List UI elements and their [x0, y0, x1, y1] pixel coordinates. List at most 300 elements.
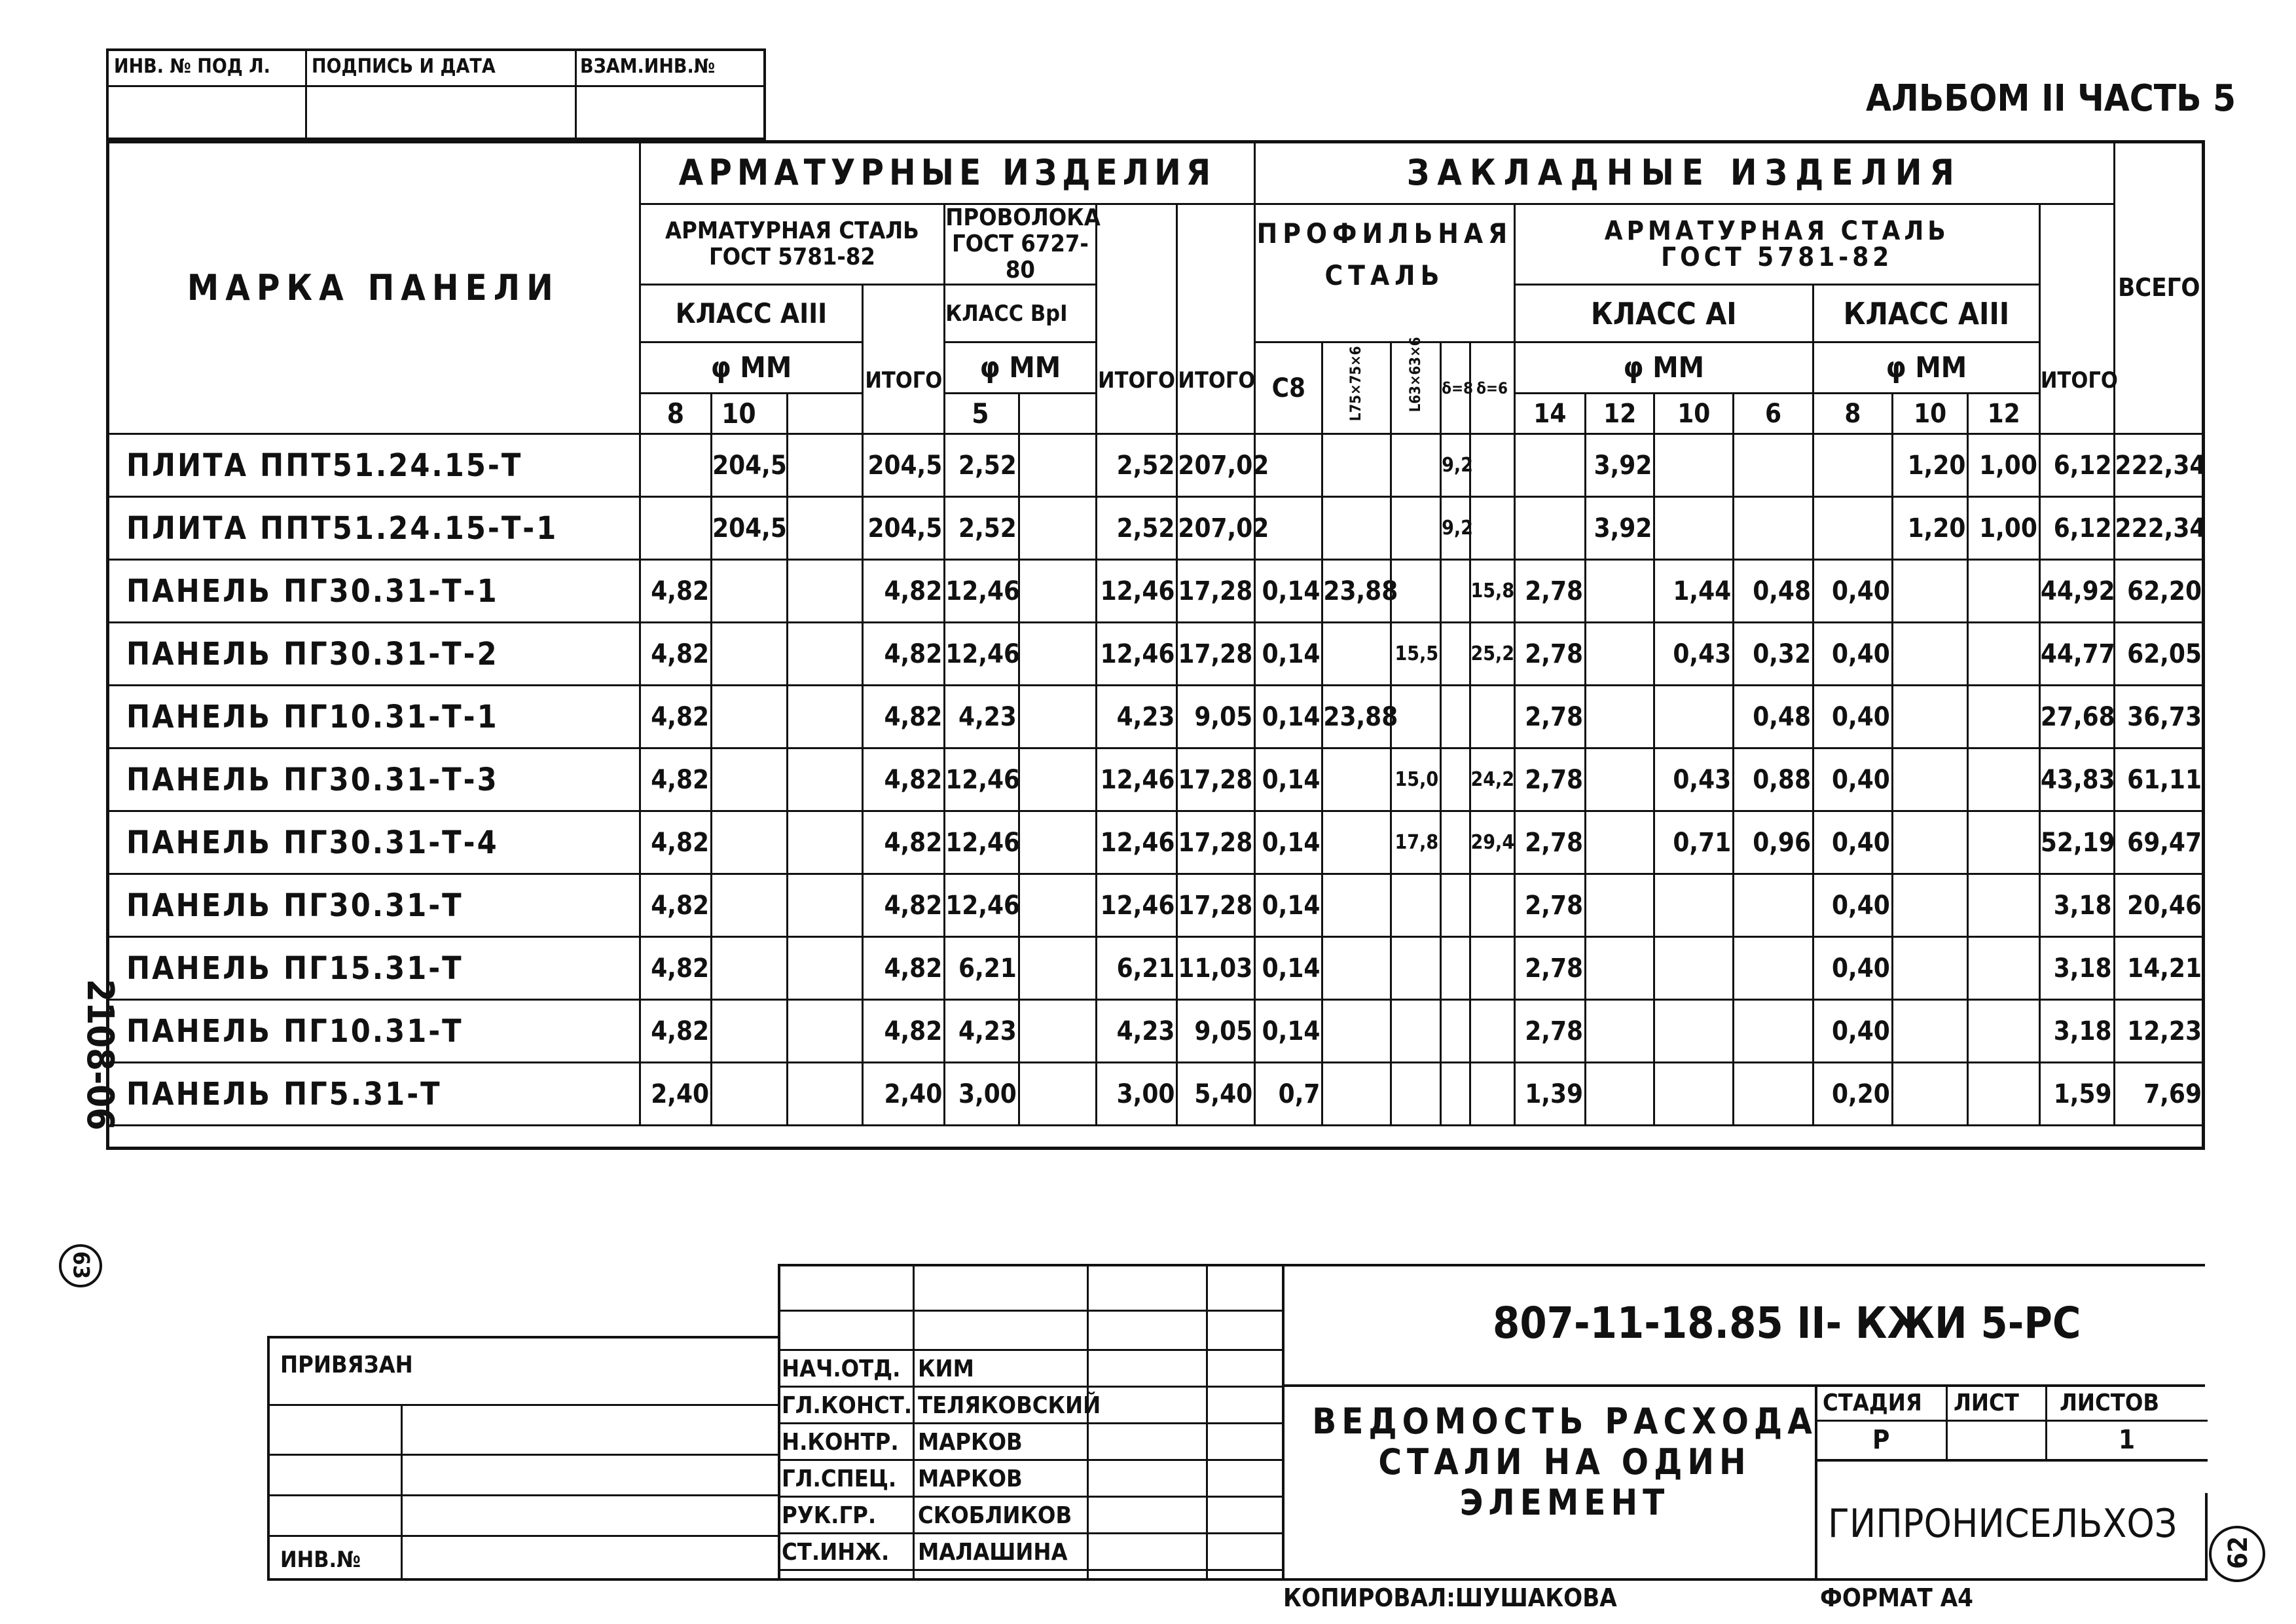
cell-b6 — [1470, 937, 1514, 1000]
cell-a1_6 — [1734, 434, 1813, 497]
cell-a1_14: 2,78 — [1514, 686, 1585, 748]
cell-blank — [1019, 623, 1096, 686]
cell-c8: 0,14 — [1255, 560, 1322, 623]
cell-blank — [787, 811, 863, 874]
cell-r10 — [712, 748, 788, 811]
cell-a1_10: 0,43 — [1654, 748, 1734, 811]
cell-total: 12,23 — [2114, 1000, 2204, 1063]
cell-r_tot: 4,82 — [863, 937, 945, 1000]
cell-w5: 12,46 — [945, 811, 1019, 874]
emb-steel-header: АРМАТУРНАЯ СТАЛЬ ГОСТ 5781-82 — [1514, 204, 2039, 285]
cell-l63 — [1391, 1063, 1440, 1126]
cell-total: 222,34 — [2114, 434, 2204, 497]
cell-emb_tot: 3,18 — [2039, 937, 2114, 1000]
cell-b6 — [1470, 874, 1514, 937]
cell-a1_14: 2,78 — [1514, 560, 1585, 623]
cell-a1_6 — [1734, 1063, 1813, 1126]
table-row — [107, 1000, 2204, 1063]
cell-a3_10 — [1892, 1063, 1968, 1126]
cell-l75 — [1322, 1063, 1391, 1126]
cell-a1_10: 0,43 — [1654, 623, 1734, 686]
cell-arm_tot: 17,28 — [1177, 623, 1255, 686]
cell-arm_tot: 17,28 — [1177, 874, 1255, 937]
cell-c8: 0,14 — [1255, 874, 1322, 937]
panel-mark-cell: ПЛИТА ППТ51.24.15-Т — [107, 434, 640, 497]
cell-a1_12: 3,92 — [1586, 497, 1654, 560]
table-row — [107, 1063, 2204, 1126]
cell-a1_10 — [1654, 937, 1734, 1000]
cell-blank — [787, 623, 863, 686]
cell-a1_14: 2,78 — [1514, 1000, 1585, 1063]
cell-l63 — [1391, 560, 1440, 623]
table-row — [107, 560, 2204, 623]
sheets-value: 1 — [2119, 1425, 2136, 1455]
sheet-label: ЛИСТ — [1954, 1390, 2019, 1416]
stamp-header-replace: ВЗАМ.ИНВ.№ — [580, 55, 716, 78]
phi-mm-1: φ ММ — [640, 342, 863, 394]
phi-mm-2: φ ММ — [945, 342, 1096, 394]
cell-a1_12 — [1586, 937, 1654, 1000]
cell-l75 — [1322, 748, 1391, 811]
cell-emb_tot: 27,68 — [2039, 686, 2114, 748]
class-aiii-emb-header: КЛАСС АIII — [1813, 285, 2039, 342]
cell-a3_10: 1,20 — [1892, 434, 1968, 497]
cell-arm_tot: 207,02 — [1177, 497, 1255, 560]
cell-b8 — [1441, 686, 1470, 748]
cell-w_tot: 12,46 — [1096, 623, 1177, 686]
cell-a3_8: 0,40 — [1813, 1000, 1892, 1063]
reinf-total-header: ИТОГО — [863, 285, 945, 434]
cell-a1_14 — [1514, 497, 1585, 560]
cell-r8: 4,82 — [640, 686, 711, 748]
sub-e10: 10 — [1654, 394, 1734, 434]
cell-total: 62,20 — [2114, 560, 2204, 623]
sub-b8: δ=8 — [1441, 342, 1470, 434]
cell-b6 — [1470, 1000, 1514, 1063]
cell-total: 69,47 — [2114, 811, 2204, 874]
cell-emb_tot: 43,83 — [2039, 748, 2114, 811]
cell-w_tot: 2,52 — [1096, 497, 1177, 560]
stage-label: СТАДИЯ — [1823, 1390, 1922, 1416]
cell-l63 — [1391, 497, 1440, 560]
cell-a3_10 — [1892, 874, 1968, 937]
stamp-header-inv: ИНВ. № ПОД Л. — [114, 55, 270, 78]
reinf-steel-header: АРМАТУРНАЯ СТАЛЬ ГОСТ 5781-82 — [640, 204, 945, 285]
inv-label: ИНВ.№ — [280, 1547, 361, 1573]
steel-consumption-table — [106, 140, 2205, 1126]
wire-header: ПРОВОЛОКА ГОСТ 6727-80 — [945, 204, 1101, 284]
org-name: ГИПРОНИСЕЛЬХОЗ — [1828, 1501, 2178, 1547]
cell-blank — [1019, 560, 1096, 623]
cell-blank — [787, 686, 863, 748]
cell-b6 — [1470, 434, 1514, 497]
cell-emb_tot: 3,18 — [2039, 1000, 2114, 1063]
cell-b6: 25,2 — [1470, 623, 1514, 686]
sub-empty-2 — [1019, 394, 1096, 434]
cell-a3_8: 0,40 — [1813, 811, 1892, 874]
sub-l75: L75×75×6 — [1322, 342, 1391, 434]
cell-emb_tot: 44,77 — [2039, 623, 2114, 686]
panel-mark-cell: ПАНЕЛЬ ПГ30.31-Т-4 — [107, 811, 640, 874]
cell-r10 — [712, 686, 788, 748]
panel-mark-cell: ПАНЕЛЬ ПГ10.31-Т — [107, 1000, 640, 1063]
copied-by: КОПИРОВАЛ:ШУШАКОВА — [1283, 1583, 1617, 1612]
cell-a1_12: 3,92 — [1586, 434, 1654, 497]
cell-w5: 12,46 — [945, 623, 1019, 686]
cell-a1_10 — [1654, 1063, 1734, 1126]
side-number-circle: 63 — [59, 1244, 102, 1287]
sub-l63: L63×63×6 — [1391, 342, 1440, 434]
signer-name: МАРКОВ — [918, 1429, 1023, 1456]
cell-arm_tot: 17,28 — [1177, 811, 1255, 874]
cell-a3_12 — [1968, 874, 2039, 937]
cell-l63: 15,5 — [1391, 623, 1440, 686]
cell-a3_10 — [1892, 686, 1968, 748]
cell-a1_12 — [1586, 560, 1654, 623]
cell-a3_8: 0,40 — [1813, 623, 1892, 686]
cell-r_tot: 2,40 — [863, 1063, 945, 1126]
bound-label: ПРИВЯЗАН — [280, 1352, 413, 1378]
cell-total: 61,11 — [2114, 748, 2204, 811]
cell-r_tot: 4,82 — [863, 748, 945, 811]
doc-title: ВЕДОМОСТЬ РАСХОДА СТАЛИ НА ОДИН ЭЛЕМЕНТ — [1312, 1401, 1817, 1523]
page-number-circle: 62 — [2209, 1526, 2265, 1582]
phi-mm-4: φ ММ — [1813, 342, 2039, 394]
cell-r10 — [712, 874, 788, 937]
cell-a3_12 — [1968, 1063, 2039, 1126]
doc-code: 807-11-18.85 II- КЖИ 5-РС — [1493, 1298, 2081, 1348]
cell-a1_14: 2,78 — [1514, 623, 1585, 686]
cell-b8 — [1441, 1000, 1470, 1063]
cell-w5: 4,23 — [945, 686, 1019, 748]
cell-w_tot: 12,46 — [1096, 874, 1177, 937]
corner-stamp — [106, 48, 766, 140]
cell-a1_6 — [1734, 497, 1813, 560]
sheets-label: ЛИСТОВ — [2060, 1390, 2160, 1416]
cell-l75 — [1322, 811, 1391, 874]
cell-total: 62,05 — [2114, 623, 2204, 686]
cell-w_tot: 2,52 — [1096, 434, 1177, 497]
cell-c8: 0,14 — [1255, 937, 1322, 1000]
signer-name: МАРКОВ — [918, 1466, 1023, 1492]
cell-l63 — [1391, 434, 1440, 497]
cell-l63 — [1391, 1000, 1440, 1063]
cell-a3_12: 1,00 — [1968, 497, 2039, 560]
cell-a3_10 — [1892, 623, 1968, 686]
cell-l63: 15,0 — [1391, 748, 1440, 811]
cell-w_tot: 12,46 — [1096, 811, 1177, 874]
cell-b6 — [1470, 497, 1514, 560]
cell-w_tot: 3,00 — [1096, 1063, 1177, 1126]
cell-blank — [1019, 811, 1096, 874]
cell-a1_6 — [1734, 874, 1813, 937]
cell-a1_6 — [1734, 937, 1813, 1000]
cell-l75: 23,88 — [1322, 686, 1391, 748]
panel-mark-cell: ПАНЕЛЬ ПГ10.31-Т-1 — [107, 686, 640, 748]
cell-b6: 24,2 — [1470, 748, 1514, 811]
cell-l63 — [1391, 874, 1440, 937]
panel-mark-cell: ПЛИТА ППТ51.24.15-Т-1 — [107, 497, 640, 560]
cell-blank — [1019, 434, 1096, 497]
cell-a3_10 — [1892, 748, 1968, 811]
cell-emb_tot: 3,18 — [2039, 874, 2114, 937]
table-row — [107, 874, 2204, 937]
cell-arm_tot: 17,28 — [1177, 748, 1255, 811]
cell-r10 — [712, 1063, 788, 1126]
panel-mark-cell: ПАНЕЛЬ ПГ30.31-Т — [107, 874, 640, 937]
cell-emb_tot: 6,12 — [2039, 497, 2114, 560]
cell-r_tot: 4,82 — [863, 623, 945, 686]
cell-arm_tot: 11,03 — [1177, 937, 1255, 1000]
cell-r_tot: 4,82 — [863, 1000, 945, 1063]
cell-r8: 4,82 — [640, 811, 711, 874]
cell-l75 — [1322, 434, 1391, 497]
cell-b8 — [1441, 748, 1470, 811]
signer-role: РУК.ГР. — [782, 1502, 877, 1529]
cell-blank — [1019, 748, 1096, 811]
cell-a1_10 — [1654, 686, 1734, 748]
cell-blank — [1019, 497, 1096, 560]
cell-b8 — [1441, 560, 1470, 623]
panel-mark-cell: ПАНЕЛЬ ПГ30.31-Т-2 — [107, 623, 640, 686]
cell-l63 — [1391, 937, 1440, 1000]
cell-w5: 2,52 — [945, 497, 1019, 560]
cell-l75 — [1322, 497, 1391, 560]
cell-total: 7,69 — [2114, 1063, 2204, 1126]
cell-blank — [787, 560, 863, 623]
cell-a3_12 — [1968, 811, 2039, 874]
cell-a1_12 — [1586, 623, 1654, 686]
cell-blank — [787, 937, 863, 1000]
signer-role: ГЛ.КОНСТ. — [782, 1392, 913, 1419]
cell-a3_12 — [1968, 623, 2039, 686]
sub-e14: 14 — [1514, 394, 1585, 434]
cell-a3_10 — [1892, 560, 1968, 623]
signer-name: ТЕЛЯКОВСКИЙ — [918, 1392, 1101, 1419]
cell-a1_12 — [1586, 1063, 1654, 1126]
panel-mark-cell: ПАНЕЛЬ ПГ15.31-Т — [107, 937, 640, 1000]
cell-a1_14: 2,78 — [1514, 748, 1585, 811]
stamp-header-sign: ПОДПИСЬ И ДАТА — [312, 55, 496, 78]
cell-w5: 2,52 — [945, 434, 1019, 497]
wire-total-header: ИТОГО — [1096, 204, 1177, 434]
cell-c8: 0,14 — [1255, 686, 1322, 748]
cell-a3_10: 1,20 — [1892, 497, 1968, 560]
cell-a1_6: 0,32 — [1734, 623, 1813, 686]
sub-e6: 6 — [1734, 394, 1813, 434]
cell-total: 20,46 — [2114, 874, 2204, 937]
cell-total: 222,34 — [2114, 497, 2204, 560]
cell-a3_12 — [1968, 937, 2039, 1000]
grand-total-header: ВСЕГО — [2114, 141, 2204, 434]
cell-emb_tot: 1,59 — [2039, 1063, 2114, 1126]
cell-blank — [1019, 1063, 1096, 1126]
cell-l75 — [1322, 874, 1391, 937]
class-aiii-header: КЛАСС АIII — [640, 285, 863, 342]
cell-w_tot: 4,23 — [1096, 686, 1177, 748]
cell-b6 — [1470, 686, 1514, 748]
cell-a1_14 — [1514, 434, 1585, 497]
cell-r10 — [712, 937, 788, 1000]
cell-r_tot: 4,82 — [863, 686, 945, 748]
album-label: АЛЬБОМ II ЧАСТЬ 5 — [1866, 77, 2236, 120]
sub-a8: 8 — [1813, 394, 1892, 434]
sub-b6: δ=6 — [1470, 342, 1514, 434]
cell-a1_12 — [1586, 748, 1654, 811]
cell-total: 14,21 — [2114, 937, 2204, 1000]
cell-c8: 0,14 — [1255, 1000, 1322, 1063]
table-row — [107, 434, 2204, 497]
cell-arm_tot: 207,02 — [1177, 434, 1255, 497]
cell-a1_14: 2,78 — [1514, 811, 1585, 874]
sub-empty-1 — [787, 394, 863, 434]
table-row — [107, 811, 2204, 874]
cell-l63: 17,8 — [1391, 811, 1440, 874]
cell-r_tot: 4,82 — [863, 811, 945, 874]
cell-c8: 0,14 — [1255, 748, 1322, 811]
cell-r_tot: 4,82 — [863, 874, 945, 937]
phi-mm-3: φ ММ — [1514, 342, 1813, 394]
cell-b8 — [1441, 937, 1470, 1000]
cell-emb_tot: 6,12 — [2039, 434, 2114, 497]
signer-name: СКОБЛИКОВ — [918, 1502, 1072, 1529]
cell-a3_8: 0,40 — [1813, 748, 1892, 811]
cell-blank — [787, 748, 863, 811]
cell-emb_tot: 44,92 — [2039, 560, 2114, 623]
cell-a1_10 — [1654, 1000, 1734, 1063]
panel-mark-cell: ПАНЕЛЬ ПГ30.31-Т-3 — [107, 748, 640, 811]
cell-w5: 12,46 — [945, 560, 1019, 623]
cell-a3_10 — [1892, 937, 1968, 1000]
cell-arm_tot: 17,28 — [1177, 560, 1255, 623]
cell-a3_12 — [1968, 1000, 2039, 1063]
cell-r8: 4,82 — [640, 1000, 711, 1063]
cell-c8: 0,14 — [1255, 811, 1322, 874]
panel-mark-cell: ПАНЕЛЬ ПГ5.31-Т — [107, 1063, 640, 1126]
cell-a3_8: 0,40 — [1813, 686, 1892, 748]
cell-w5: 6,21 — [945, 937, 1019, 1000]
cell-r8: 4,82 — [640, 560, 711, 623]
cell-c8: 0,7 — [1255, 1063, 1322, 1126]
table-body — [107, 434, 2204, 1126]
cell-a3_8: 0,40 — [1813, 560, 1892, 623]
cell-a1_12 — [1586, 686, 1654, 748]
side-code: 2108-06 — [79, 979, 121, 1131]
cell-a1_6: 0,96 — [1734, 811, 1813, 874]
cell-r_tot: 204,5 — [863, 434, 945, 497]
cell-w5: 4,23 — [945, 1000, 1019, 1063]
cell-r8: 4,82 — [640, 937, 711, 1000]
cell-arm_tot: 9,05 — [1177, 1000, 1255, 1063]
signer-role: Н.КОНТР. — [782, 1429, 899, 1456]
cell-a3_12 — [1968, 748, 2039, 811]
cell-w5: 12,46 — [945, 748, 1019, 811]
class-ai-header: КЛАСС АI — [1514, 285, 1813, 342]
cell-a1_14: 1,39 — [1514, 1063, 1585, 1126]
cell-b8 — [1441, 811, 1470, 874]
format-label: ФОРМАТ А4 — [1820, 1583, 1973, 1612]
cell-a1_6 — [1734, 1000, 1813, 1063]
sub-d8: 8 — [640, 394, 711, 434]
sub-a10: 10 — [1892, 394, 1968, 434]
group-embedded-header: ЗАКЛАДНЫЕ ИЗДЕЛИЯ — [1255, 141, 2114, 204]
cell-blank — [1019, 686, 1096, 748]
cell-blank — [1019, 874, 1096, 937]
cell-a1_14: 2,78 — [1514, 874, 1585, 937]
sub-d10: 10 — [712, 394, 788, 434]
cell-r_tot: 4,82 — [863, 560, 945, 623]
cell-blank — [787, 1000, 863, 1063]
cell-blank — [1019, 1000, 1096, 1063]
cell-a1_12 — [1586, 1000, 1654, 1063]
profile-steel-header: ПРОФИЛЬНАЯ СТАЛЬ — [1255, 204, 1514, 342]
sub-a12: 12 — [1968, 394, 2039, 434]
table-row — [107, 623, 2204, 686]
cell-arm_tot: 5,40 — [1177, 1063, 1255, 1126]
cell-a3_8 — [1813, 434, 1892, 497]
cell-a1_10: 1,44 — [1654, 560, 1734, 623]
cell-a3_10 — [1892, 1000, 1968, 1063]
cell-a3_10 — [1892, 811, 1968, 874]
cell-w_tot: 6,21 — [1096, 937, 1177, 1000]
cell-l75 — [1322, 937, 1391, 1000]
cell-r8: 2,40 — [640, 1063, 711, 1126]
cell-r10: 204,5 — [712, 497, 788, 560]
cell-w_tot: 12,46 — [1096, 560, 1177, 623]
col-mark-header: МАРКА ПАНЕЛИ — [107, 141, 640, 434]
cell-r8 — [640, 497, 711, 560]
cell-blank — [787, 1063, 863, 1126]
cell-a3_8: 0,20 — [1813, 1063, 1892, 1126]
emb-total-header: ИТОГО — [2039, 204, 2114, 434]
signer-role: СТ.ИНЖ. — [782, 1539, 890, 1566]
cell-a1_14: 2,78 — [1514, 937, 1585, 1000]
cell-w5: 3,00 — [945, 1063, 1019, 1126]
cell-blank — [787, 497, 863, 560]
group-reinforcing-header: АРМАТУРНЫЕ ИЗДЕЛИЯ — [640, 141, 1255, 204]
cell-arm_tot: 9,05 — [1177, 686, 1255, 748]
cell-r8: 4,82 — [640, 748, 711, 811]
cell-a3_12 — [1968, 686, 2039, 748]
table-row — [107, 497, 2204, 560]
cell-a3_8 — [1813, 497, 1892, 560]
cell-r_tot: 204,5 — [863, 497, 945, 560]
stage-value: Р — [1872, 1425, 1890, 1455]
cell-a1_12 — [1586, 874, 1654, 937]
cell-a3_8: 0,40 — [1813, 937, 1892, 1000]
cell-w_tot: 12,46 — [1096, 748, 1177, 811]
cell-b6: 29,4 — [1470, 811, 1514, 874]
cell-blank — [1019, 937, 1096, 1000]
cell-a3_8: 0,40 — [1813, 874, 1892, 937]
cell-r10 — [712, 623, 788, 686]
sub-c8: С8 — [1255, 342, 1322, 434]
signer-role: НАЧ.ОТД. — [782, 1356, 901, 1382]
cell-c8: 0,14 — [1255, 623, 1322, 686]
cell-blank — [787, 874, 863, 937]
signer-role: ГЛ.СПЕЦ. — [782, 1466, 897, 1492]
cell-b8 — [1441, 1063, 1470, 1126]
cell-r8: 4,82 — [640, 874, 711, 937]
signer-name: МАЛАШИНА — [918, 1539, 1068, 1566]
cell-a1_10 — [1654, 874, 1734, 937]
cell-total: 36,73 — [2114, 686, 2204, 748]
cell-r10 — [712, 560, 788, 623]
cell-l63 — [1391, 686, 1440, 748]
cell-emb_tot: 52,19 — [2039, 811, 2114, 874]
arm-total-header: ИТОГО — [1177, 204, 1255, 434]
cell-l75: 23,88 — [1322, 560, 1391, 623]
